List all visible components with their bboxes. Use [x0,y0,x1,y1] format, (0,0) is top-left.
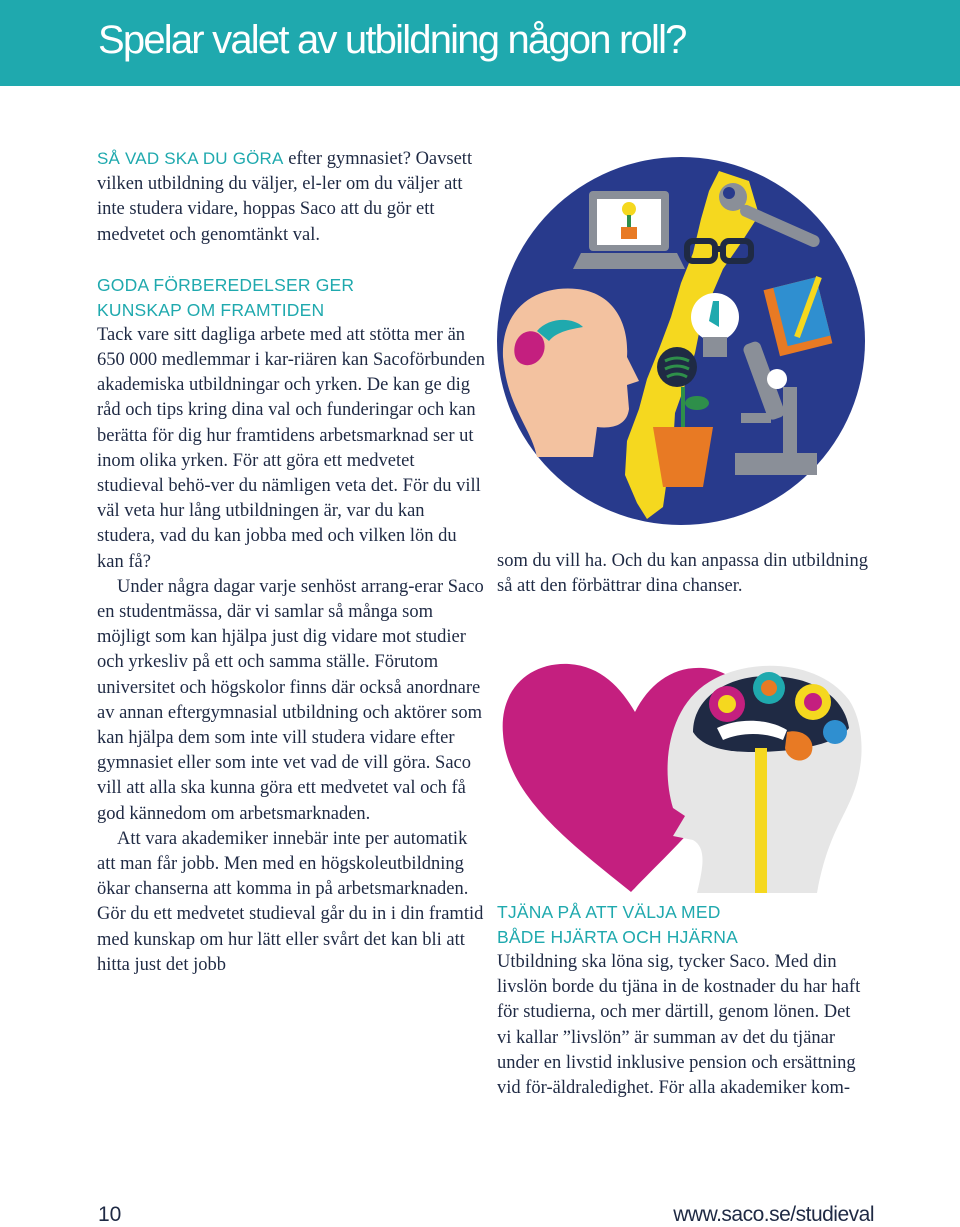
section2-paragraph-1: Utbildning ska löna sig, tycker Saco. Med din livslön borde du tjäna in de kostnader du har haft för studierna, och mer därtill, genom lönen. Det vi kallar ”livslön” är summan av det du tjänar under en livstid inklusive pension och ersättning vid för-äldraledighet. För alla akademiker kom- [497,952,861,1099]
page-number: 10 [98,1203,122,1226]
laptop-icon [573,191,685,269]
section2-heading [497,900,869,950]
continuation-paragraph: som du vill ha. Och du kan anpassa din utbildning så att den förbättrar dina chanser. [497,551,868,597]
section1-paragraph-2: Under några dagar varje senhöst arrang-erar Saco en studentmässa, där vi samlar så många som möjligt som kan hjälpa just dig vidare mot studier och yrkesliv på ett och samma ställe. Förutom universitet och högskolor finns där också anordnare av annan eftergymnasial utbildning och aktörer som kan hjälpa dem som inte vill studera vidare efter gymnasiet eller som inte vet vad de vill göra. Saco vill att alla ska kunna göra ett medvetet val och få god kännedom om arbetsmarknaden. [97,576,484,824]
right-column-continuation [497,549,869,599]
section1-heading-line2: KUNSKAP OM FRAMTIDEN [97,299,325,320]
section1-heading [97,273,485,323]
education-illustration [497,157,865,525]
page-title: Spelar valet av utbildning någon roll? [98,18,686,62]
footer-url[interactable]: www.saco.se/studieval [673,1203,874,1226]
header-bar [0,0,960,86]
intro-paragraph [97,146,485,248]
intro-lead: SÅ VAD SKA DU GÖRA [97,149,284,168]
brain-head-icon [668,666,862,893]
section2-heading-line1: TJÄNA PÅ ATT VÄLJA MED [497,902,721,922]
left-column [97,146,485,978]
heart-brain-illustration [497,648,865,893]
right-column-section2 [497,900,869,1101]
section1-paragraph-3: Att vara akademiker innebär inte per automatik att man får jobb. Men med en högskoleutbildning ökar chanserna att komma in på arbetsmarknaden. Gör du ett medvetet studieval går du in i din framtid med kunskap om hur lätt eller svårt det kan bli att hitta just det jobb [97,828,484,975]
intro-text: efter gymnasiet? Oavsett vilken utbildning du väljer, el-ler om du väljer att inte studera vidare, hoppas Saco att du gör ett medvetet och genomtänkt val. [97,149,473,245]
section1-paragraph-1: Tack vare sitt dagliga arbete med att stötta mer än 650 000 medlemmar i kar-riären kan Sacoförbunden akademiska utbildningar och yrken. De kan ge dig råd och tips kring dina val och funderingar och kan berätta för dig hur framtidens arbetsmarknad ser ut inom olika yrken. För att göra ett medvetet studieval behö-ver du nämligen veta det. För du vill väl veta hur lång utbildningen är, var du kan studera, vad du kan jobba med och vilken lön du kan få? [97,324,485,572]
section1-heading-line1: GODA FÖRBEREDELSER GER [97,274,355,295]
section2-heading-line2: BÅDE HJÄRTA OCH HJÄRNA [497,927,739,947]
